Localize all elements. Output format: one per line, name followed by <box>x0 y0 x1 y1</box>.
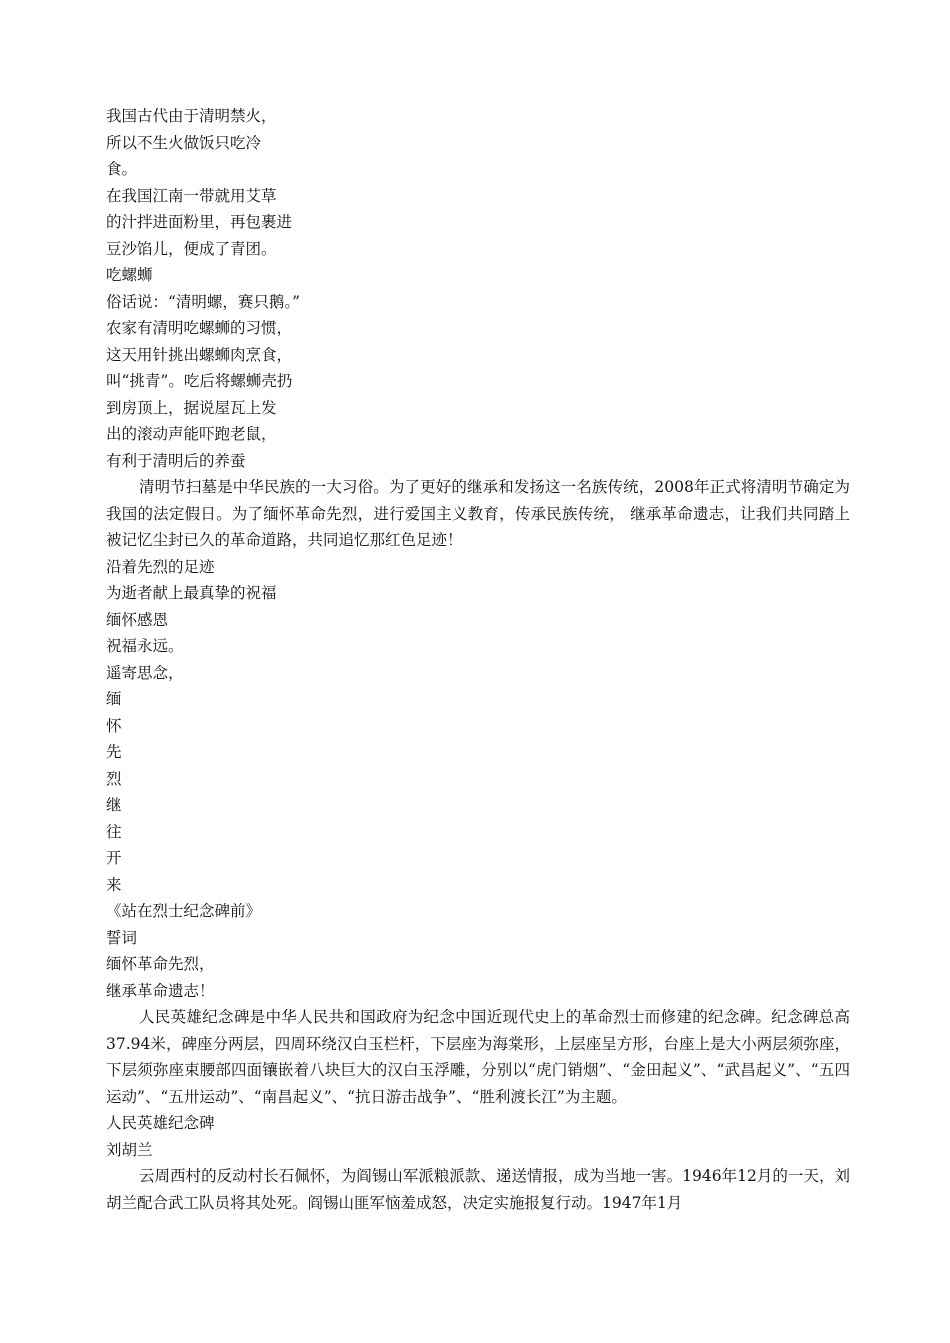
text-line: 所以不生火做饭只吃冷 <box>106 133 262 152</box>
text-line: 农家有清明吃螺蛳的习惯， <box>106 319 293 337</box>
section-heading: 人民英雄纪念碑 <box>106 1114 215 1132</box>
vertical-char: 开 <box>106 849 122 867</box>
text-line: 的汁拌进面粉里，再包裹进 <box>106 213 293 231</box>
vertical-char: 先 <box>106 743 122 761</box>
section-heading: 誓词 <box>106 928 138 947</box>
vertical-char: 往 <box>106 822 122 841</box>
vertical-char: 怀 <box>106 716 122 735</box>
text-line: 继承革命遗志！ <box>106 981 215 1000</box>
text-line: 豆沙馅儿，便成了青团。 <box>106 239 277 258</box>
text-line: 食。 <box>106 160 138 178</box>
vertical-char: 烈 <box>106 769 122 788</box>
poem-title: 《站在烈士纪念碑前》 <box>106 902 262 920</box>
section-heading: 吃螺蛳 <box>106 266 153 284</box>
document-body <box>106 103 850 1216</box>
vertical-char: 缅 <box>106 690 122 708</box>
text-line: 到房顶上，据说屋瓦上发 <box>106 398 277 417</box>
text-line: 沿着先烈的足迹 <box>106 557 215 576</box>
paragraph-liu-hulan: 云周西村的反动村长石佩怀，为阎锡山军派粮派款、递送情报，成为当地一害。1946年12月的一天，刘胡兰配合武工队员将其处死。阎锡山匪军恼羞成怒，决定实施报复行动。1947年1月 <box>106 1167 850 1212</box>
text-line: 为逝者献上最真挚的祝福 <box>106 584 277 602</box>
text-line: 祝福永远。 <box>106 637 184 655</box>
text-line: 出的滚动声能吓跑老鼠， <box>106 425 277 443</box>
text-line: 在我国江南一带就用艾草 <box>106 186 277 205</box>
text-line: 俗话说：“清明螺，赛只鹅。” <box>106 292 301 311</box>
text-line: 缅怀革命先烈， <box>106 955 215 973</box>
paragraph-qingming: 清明节扫墓是中华民族的一大习俗。为了更好的继承和发扬这一名族传统，2008年正式将清明节确定为我国的法定假日。为了缅怀革命先烈，进行爱国主义教育，传承民族传统， 继承革命遗志，让我们共同踏上被记忆尘封已久的革命道路，共同追忆那红色足迹！ <box>106 478 850 549</box>
section-heading: 刘胡兰 <box>106 1140 153 1159</box>
text-line: 这天用针挑出螺蛳肉烹食， <box>106 345 293 364</box>
text-line: 遥寄思念， <box>106 663 184 682</box>
vertical-char: 继 <box>106 796 122 814</box>
text-line: 叫“挑青”。吃后将螺蛳壳扔 <box>106 372 293 390</box>
text-line: 缅怀感恩 <box>106 610 169 629</box>
text-line: 我国古代由于清明禁火， <box>106 107 277 125</box>
text-line: 有利于清明后的养蚕 <box>106 451 246 470</box>
memorial-lines <box>106 554 850 1005</box>
intro-lines <box>106 103 850 474</box>
paragraph-monument: 人民英雄纪念碑是中华人民共和国政府为纪念中国近现代史上的革命烈士而修建的纪念碑。纪念碑总高37.94米，碑座分两层，四周环绕汉白玉栏杆，下层座为海棠形，上层座呈方形，台座上是大小两层须弥座，下层须弥座束腰部四面镶嵌着八块巨大的汉白玉浮雕，分别以“虎门销烟”、“金田起义”、“武昌起义”、“五四运动”、“五卅运动”、“南昌起义”、“抗日游击战争”、“胜利渡长江”为主题。 <box>106 1008 850 1106</box>
vertical-char: 来 <box>106 875 122 894</box>
heading-lines <box>106 1110 850 1163</box>
